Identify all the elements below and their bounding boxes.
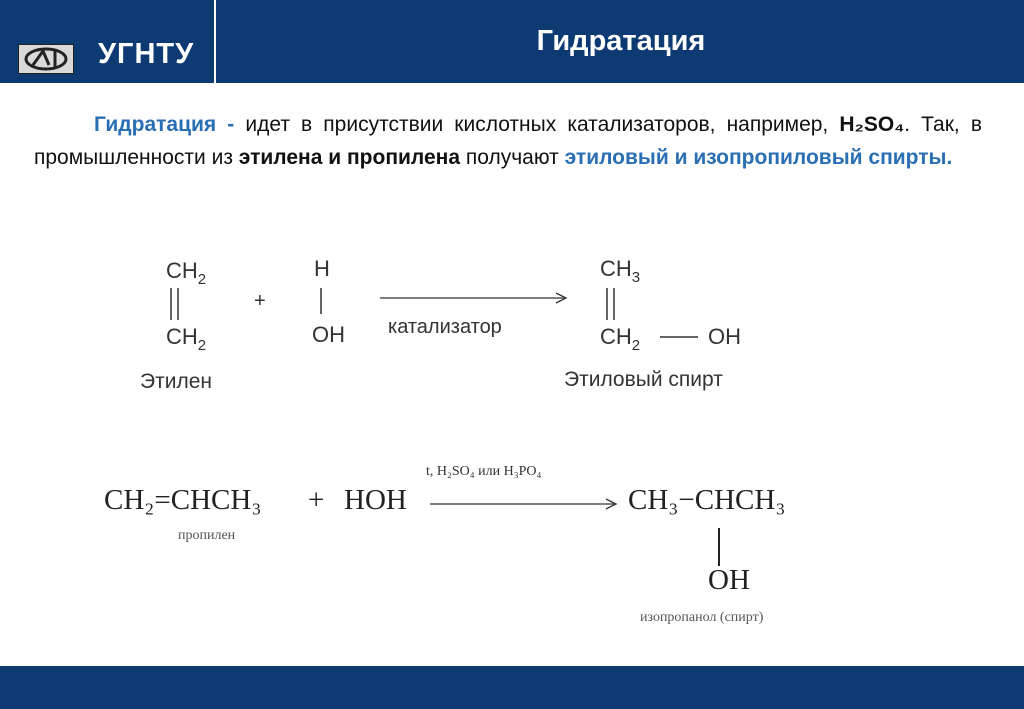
double-bond-icon: [168, 286, 182, 322]
logo-panel: [0, 0, 216, 83]
product-ch3: $CH_3$: [600, 256, 641, 286]
plus-sign-2: +: [308, 484, 325, 516]
product-bond-icon: [660, 334, 700, 340]
reaction-arrow-2-icon: [430, 498, 620, 510]
oh-bond-icon: [716, 526, 722, 568]
header-bar: [0, 0, 1024, 83]
text-part-1: идет в присутствии кислотных катализаторов, например,: [234, 113, 840, 136]
label-propylene: пропилен: [178, 528, 236, 543]
description-paragraph: [34, 108, 982, 174]
product-ch2: $CH_2$: [600, 324, 641, 354]
isopropanol-oh: OH: [708, 564, 750, 596]
water-formula: HOH: [344, 484, 407, 516]
ch2-bottom: $CH_2$: [166, 324, 207, 354]
ch2-top: $CH_2$: [166, 258, 207, 288]
label-isopropanol: изопропанол (спирт): [640, 610, 764, 625]
product-oh: OH: [708, 324, 741, 349]
propylene-formula: CH₂=CHCH₃: [104, 484, 262, 516]
reaction-ethylene: [130, 246, 790, 406]
footer-bar: [0, 666, 1024, 709]
reaction-propylene: [100, 460, 860, 640]
text-part-2: . Так, в промышленности из: [34, 113, 983, 169]
logo-text: УГНТУ: [98, 38, 195, 70]
slide-title: Гидратация: [536, 25, 706, 57]
term-hydration: Гидратация -: [94, 113, 235, 136]
label-ethanol: Этиловый спирт: [564, 368, 723, 391]
bold-sources: этилена и пропилена: [238, 146, 461, 169]
plus-sign: +: [254, 290, 266, 312]
products-text: этиловый и изопропиловый спирты.: [564, 146, 953, 169]
catalyst-label: катализатор: [388, 316, 502, 338]
label-ethylene: Этилен: [140, 370, 212, 393]
reaction-arrow-icon: [380, 292, 570, 304]
product-double-bond-icon: [604, 286, 618, 322]
text-part-3: получают: [460, 146, 565, 169]
reaction-conditions: t, H₂SO₄ или H₃PO₄: [426, 464, 542, 479]
group-oh: OH: [312, 322, 345, 347]
university-emblem-icon: [18, 44, 74, 74]
atom-h: H: [314, 256, 330, 281]
single-bond-icon: [318, 286, 324, 316]
formula-h2so4: H₂SO₄: [839, 113, 905, 136]
isopropanol-formula: CH₃−CHCH₃: [628, 484, 786, 516]
